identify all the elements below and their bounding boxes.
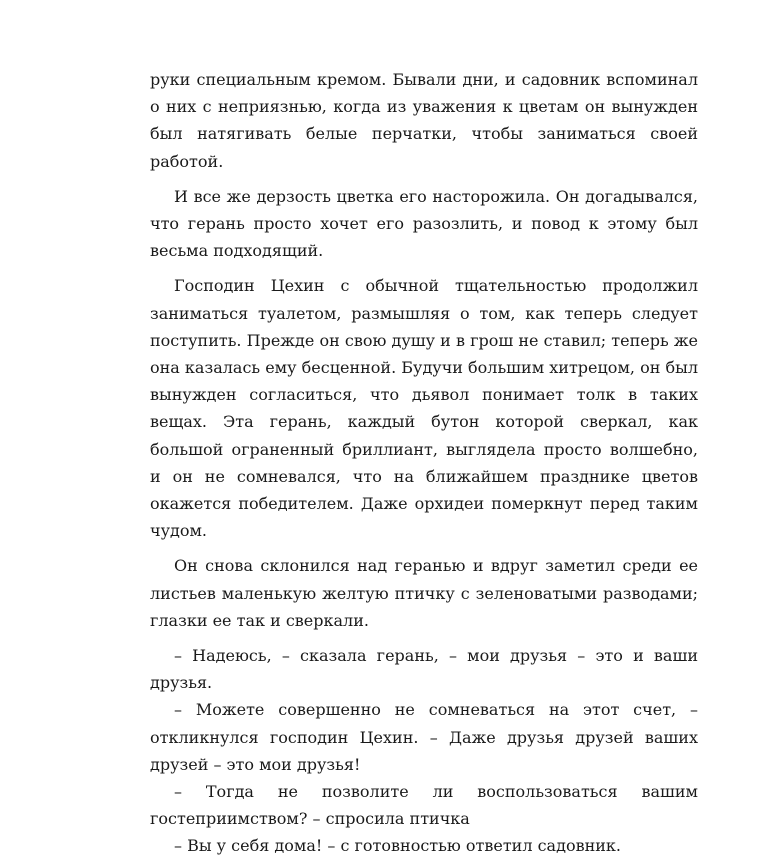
- paragraph: Он снова склонился над геранью и вдруг заметил среди ее листьев маленькую желтую птичку с зеленоватыми разводами; глазки ее так и сверкали.: [150, 556, 698, 630]
- dialogue-line: – Можете совершенно не сомневаться на этот счет, – откликнулся господин Цехин. – Даже друзья друзей ваших друзей – это мои друзья!: [150, 700, 698, 774]
- paragraph: И все же дерзость цветка его насторожила. Он догадывался, что герань просто хочет его разозлить, и повод к этому был весьма подходящий.: [150, 186, 698, 261]
- paragraph: руки специальным кремом. Бывали дни, и садовник вспоминал о них с неприязнью, когда из уважения к цветам он вынужден был натягивать белые перчатки, чтобы заниматься своей работой.: [150, 70, 698, 171]
- dialogue-line: – Надеюсь, – сказала герань, – мои друзья – это и ваши друзья.: [150, 646, 698, 693]
- dialogue-line: – Вы у себя дома! – с готовностью ответил садовник.: [174, 836, 621, 856]
- dialogue-line: – Тогда не позволите ли воспользоваться вашим гостеприимством? – спросила птичка: [150, 782, 698, 829]
- paragraph: Господин Цехин с обычной тщательностью продолжил заниматься туалетом, размышляя о том, как теперь следует поступить. Прежде он свою душу и в грош не ставил; теперь же она казалась ему бесценной. Будучи большим хитрецом, он был вынужден согласиться, что дьявол понимает толк в таких вещах. Эта герань, каждый бутон которой сверкал, как большой ограненный бриллиант, выглядела просто волшебно, и он не сомневался, что на ближайшем празднике цветов окажется победителем. Даже орхидеи померкнут перед таким чудом.: [150, 276, 698, 541]
- body-text: [150, 66, 698, 860]
